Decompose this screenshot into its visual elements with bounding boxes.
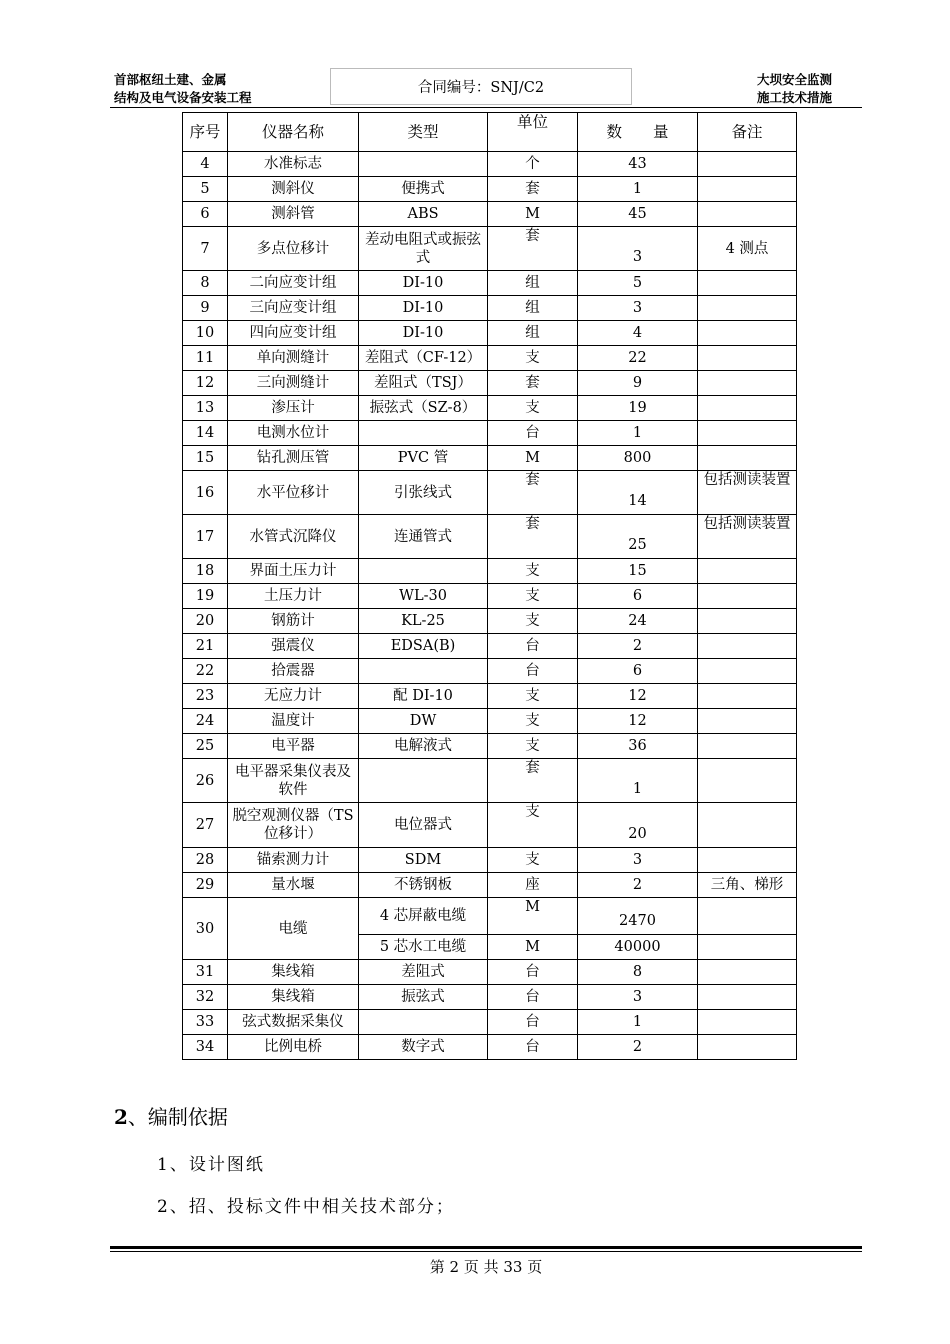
cell-type: EDSA(B) [359,634,488,659]
cell-name: 电平器采集仪表及软件 [228,759,359,803]
cell-unit: 组 [488,296,578,321]
cell-type [359,759,488,803]
footer-rule-thick [110,1246,862,1249]
cell-note [698,935,797,960]
cell-name: 强震仪 [228,634,359,659]
cell-name: 量水堰 [228,873,359,898]
cell-name: 温度计 [228,709,359,734]
cell-note [698,177,797,202]
cell-type [359,559,488,584]
cell-name: 二向应变计组 [228,271,359,296]
table-row [183,584,797,609]
cell-unit: 支 [488,559,578,584]
cell-unit: 支 [488,803,578,848]
cell-qty: 14 [578,471,698,515]
cell-note [698,734,797,759]
cell-no: 22 [183,659,228,684]
cell-type: KL-25 [359,609,488,634]
cell-note [698,584,797,609]
cell-type: DI-10 [359,296,488,321]
cell-qty: 6 [578,659,698,684]
cell-note [698,659,797,684]
cell-unit: 台 [488,1035,578,1060]
cell-qty: 24 [578,609,698,634]
cell-unit: 支 [488,584,578,609]
col-header-no: 序号 [183,113,228,152]
cell-name: 脱空观测仪器（TS 位移计） [228,803,359,848]
cell-no: 20 [183,609,228,634]
instrument-table [182,112,797,1060]
cell-unit: 支 [488,684,578,709]
col-header-qty: 数 量 [578,113,698,152]
basis-item: 1、设计图纸 [157,1155,265,1175]
cell-note [698,346,797,371]
cell-unit: 套 [488,177,578,202]
cell-note [698,759,797,803]
col-header-note: 备注 [698,113,797,152]
cell-note [698,684,797,709]
header-right-line2: 施工技术措施 [756,90,832,105]
cell-unit: 支 [488,609,578,634]
header-left-line2: 结构及电气设备安装工程 [114,90,252,105]
section-heading [114,1101,228,1130]
cell-no: 19 [183,584,228,609]
cell-note [698,396,797,421]
cell-no: 8 [183,271,228,296]
cell-qty: 8 [578,960,698,985]
cell-name: 测斜仪 [228,177,359,202]
cell-name: 测斜管 [228,202,359,227]
table-row [183,559,797,584]
cell-note [698,609,797,634]
table-row [183,634,797,659]
cell-no: 25 [183,734,228,759]
cell-no: 9 [183,296,228,321]
cell-qty: 1 [578,177,698,202]
cell-unit: 台 [488,634,578,659]
table-row [183,960,797,985]
cell-name: 单向测缝计 [228,346,359,371]
table-row [183,609,797,634]
cell-no: 34 [183,1035,228,1060]
table-row [183,898,797,935]
cell-unit: 支 [488,848,578,873]
cell-qty: 12 [578,684,698,709]
cell-note [698,296,797,321]
cell-name: 拾震器 [228,659,359,684]
cell-qty: 2470 [578,898,698,935]
cell-type [359,421,488,446]
cell-no: 13 [183,396,228,421]
cell-note [698,321,797,346]
table-row [183,152,797,177]
cell-note [698,1010,797,1035]
cell-note [698,1035,797,1060]
cell-note [698,202,797,227]
cell-no: 15 [183,446,228,471]
cell-qty: 3 [578,227,698,271]
cell-no: 26 [183,759,228,803]
cell-name: 三向应变计组 [228,296,359,321]
cell-qty: 15 [578,559,698,584]
table-header-row [183,113,797,152]
cell-type: 4 芯屏蔽电缆 [359,898,488,935]
cell-type: 振弦式 [359,985,488,1010]
cell-type: 引张线式 [359,471,488,515]
header-contract-number: 合同编号：SNJ/C2 [330,68,632,105]
cell-name: 水准标志 [228,152,359,177]
cell-note [698,803,797,848]
cell-note: 三角、梯形 [698,873,797,898]
cell-name: 钻孔测压管 [228,446,359,471]
cell-type: 连通管式 [359,515,488,559]
cell-note [698,271,797,296]
cell-unit: 台 [488,1010,578,1035]
cell-qty: 4 [578,321,698,346]
table-row [183,346,797,371]
cell-no: 14 [183,421,228,446]
cell-note [698,152,797,177]
cell-qty: 45 [578,202,698,227]
cell-name: 电平器 [228,734,359,759]
cell-note [698,446,797,471]
table-row [183,271,797,296]
cell-unit: 套 [488,227,578,271]
cell-name: 弦式数据采集仪 [228,1010,359,1035]
table-row [183,227,797,271]
cell-type: WL-30 [359,584,488,609]
cell-qty: 20 [578,803,698,848]
cell-type: ABS [359,202,488,227]
cell-name: 水管式沉降仪 [228,515,359,559]
cell-no: 32 [183,985,228,1010]
cell-note [698,371,797,396]
cell-no: 24 [183,709,228,734]
cell-qty: 3 [578,296,698,321]
header-rule [110,107,862,108]
footer-rule-thin [110,1251,862,1252]
cell-unit: 台 [488,659,578,684]
table-row [183,985,797,1010]
cell-note [698,709,797,734]
cell-note [698,985,797,1010]
table-row [183,515,797,559]
cell-type [359,1010,488,1035]
cell-qty: 2 [578,873,698,898]
cell-qty: 12 [578,709,698,734]
table-row [183,684,797,709]
cell-qty: 3 [578,848,698,873]
cell-type: 电解液式 [359,734,488,759]
cell-name: 界面土压力计 [228,559,359,584]
page-number: 第 2 页 共 33 页 [429,1258,543,1276]
cell-name: 水平位移计 [228,471,359,515]
cell-unit: M [488,898,578,935]
cell-type: 配 DI-10 [359,684,488,709]
cell-no: 5 [183,177,228,202]
cell-type: DI-10 [359,271,488,296]
cell-note [698,960,797,985]
cell-name: 渗压计 [228,396,359,421]
cell-note: 4 测点 [698,227,797,271]
table-row [183,396,797,421]
cell-unit: 组 [488,321,578,346]
cell-qty: 5 [578,271,698,296]
cell-no: 27 [183,803,228,848]
cell-name: 电测水位计 [228,421,359,446]
cell-name: 四向应变计组 [228,321,359,346]
cell-type: PVC 管 [359,446,488,471]
cell-type: DI-10 [359,321,488,346]
cell-name: 多点位移计 [228,227,359,271]
table-row [183,803,797,848]
cell-type: 差动电阻式或振弦式 [359,227,488,271]
cell-note: 包括测读装置 [698,471,797,515]
cell-type: 数字式 [359,1035,488,1060]
cell-name: 比例电桥 [228,1035,359,1060]
cell-type: 差阻式 [359,960,488,985]
cell-unit: M [488,935,578,960]
basis-item: 2、招、投标文件中相关技术部分； [157,1197,455,1217]
cell-no: 29 [183,873,228,898]
cell-type: DW [359,709,488,734]
cell-qty: 40000 [578,935,698,960]
cell-qty: 9 [578,371,698,396]
table-row [183,659,797,684]
cell-no: 18 [183,559,228,584]
table-row [183,1010,797,1035]
cell-qty: 800 [578,446,698,471]
cell-no: 16 [183,471,228,515]
table-row [183,421,797,446]
cell-note [698,559,797,584]
col-header-name: 仪器名称 [228,113,359,152]
col-header-unit: 单位 [488,113,578,152]
cell-type: 5 芯水工电缆 [359,935,488,960]
cell-name: 钢筋计 [228,609,359,634]
cell-no: 11 [183,346,228,371]
cell-name: 三向测缝计 [228,371,359,396]
cell-unit: 台 [488,985,578,1010]
cell-type: 振弦式（SZ-8） [359,396,488,421]
cell-type [359,152,488,177]
cell-name: 电缆 [228,898,359,960]
header-doc-title [738,71,832,107]
cell-type: 差阻式（CF-12） [359,346,488,371]
cell-no: 30 [183,898,228,960]
cell-no: 23 [183,684,228,709]
section-title: 、编制依据 [127,1105,228,1129]
header-project-name [114,71,252,107]
cell-note [698,848,797,873]
cell-note [698,421,797,446]
cell-type: 便携式 [359,177,488,202]
table-row [183,759,797,803]
cell-type: 不锈钢板 [359,873,488,898]
cell-name: 集线箱 [228,985,359,1010]
cell-unit: 支 [488,709,578,734]
cell-unit: M [488,202,578,227]
cell-type: SDM [359,848,488,873]
cell-qty: 6 [578,584,698,609]
cell-qty: 3 [578,985,698,1010]
cell-unit: 支 [488,734,578,759]
table-row [183,734,797,759]
header-right-line1: 大坝安全监测 [756,72,832,87]
cell-qty: 19 [578,396,698,421]
cell-qty: 43 [578,152,698,177]
table-row [183,873,797,898]
cell-unit: 个 [488,152,578,177]
table-row [183,296,797,321]
cell-qty: 25 [578,515,698,559]
cell-unit: 套 [488,759,578,803]
table-row [183,848,797,873]
cell-unit: 支 [488,346,578,371]
cell-no: 4 [183,152,228,177]
cell-unit: 台 [488,421,578,446]
table-row [183,471,797,515]
cell-no: 28 [183,848,228,873]
cell-note [698,634,797,659]
cell-type: 电位器式 [359,803,488,848]
table-row [183,321,797,346]
cell-no: 7 [183,227,228,271]
cell-no: 17 [183,515,228,559]
cell-unit: 套 [488,515,578,559]
table-row [183,446,797,471]
cell-no: 6 [183,202,228,227]
cell-name: 土压力计 [228,584,359,609]
cell-type: 差阻式（TSJ） [359,371,488,396]
table-row [183,177,797,202]
cell-unit: 座 [488,873,578,898]
cell-no: 31 [183,960,228,985]
cell-unit: 组 [488,271,578,296]
cell-type [359,659,488,684]
cell-qty: 2 [578,634,698,659]
cell-note: 包括测读装置 [698,515,797,559]
cell-qty: 36 [578,734,698,759]
cell-unit: 套 [488,471,578,515]
cell-name: 集线箱 [228,960,359,985]
cell-no: 10 [183,321,228,346]
header-left-line1: 首部枢纽土建、金属 [114,72,227,87]
cell-qty: 1 [578,1010,698,1035]
table-row [183,202,797,227]
cell-qty: 1 [578,421,698,446]
table-row [183,371,797,396]
cell-name: 锚索测力计 [228,848,359,873]
cell-no: 33 [183,1010,228,1035]
cell-unit: 套 [488,371,578,396]
section-number: 2 [114,1105,128,1129]
cell-qty: 22 [578,346,698,371]
cell-unit: M [488,446,578,471]
cell-no: 21 [183,634,228,659]
cell-unit: 支 [488,396,578,421]
cell-qty: 2 [578,1035,698,1060]
cell-no: 12 [183,371,228,396]
cell-note [698,898,797,935]
table-row [183,709,797,734]
cell-unit: 台 [488,960,578,985]
col-header-type: 类型 [359,113,488,152]
cell-name: 无应力计 [228,684,359,709]
table-row [183,1035,797,1060]
cell-qty: 1 [578,759,698,803]
